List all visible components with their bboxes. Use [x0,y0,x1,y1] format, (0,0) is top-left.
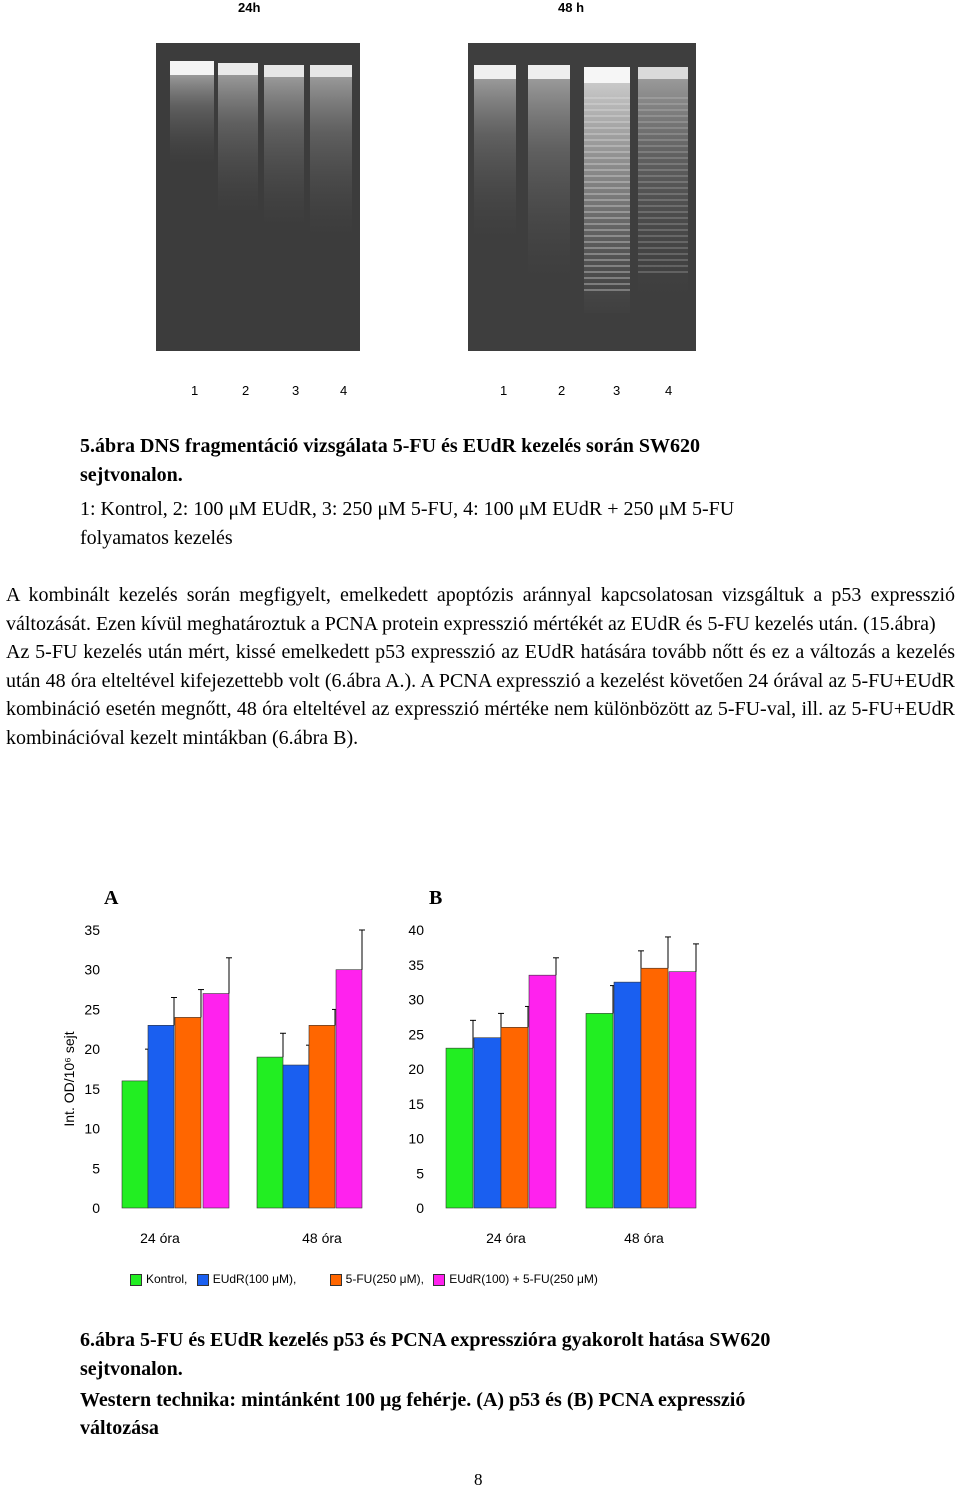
bar [203,994,229,1208]
x-category-label: 48 óra [624,1230,664,1246]
lane-number: 2 [558,383,566,398]
y-tick-label: 15 [408,1095,424,1112]
bar [257,1057,283,1208]
legend-item [197,1272,297,1286]
legend-item [130,1272,187,1286]
y-tick-label: 0 [416,1200,424,1216]
y-tick-label: 5 [92,1160,100,1177]
gel-header-48h: 48 h [558,0,585,15]
bar [309,1025,335,1208]
bar [122,1081,148,1208]
lane-number: 4 [340,383,348,398]
lane-number: 3 [292,383,300,398]
bar [283,1065,309,1208]
legend-item [330,1272,424,1286]
bar [586,1013,613,1208]
bar [669,972,696,1208]
figure5-legend-line1: 1: Kontrol, 2: 100 μM EUdR, 3: 250 μM 5-FU, 4: 100 μM EUdR + 250 μM 5-FU [80,498,735,520]
y-tick-label: 10 [408,1130,424,1147]
legend-label: Kontrol, [146,1272,188,1286]
legend-label: EUdR(100 μM), [212,1272,297,1286]
chart-b [408,887,699,1246]
bar [336,970,362,1208]
bar [148,1025,174,1208]
figure6-caption-line4: változása [80,1417,159,1439]
y-tick-label: 0 [92,1200,100,1216]
paragraph-1: A kombinált kezelés során megfigyelt, emelkedett apoptózis aránnyal kapcsolatosan vizsgáltuk a p53 expresszió változását. Ezen kívül meghatároztuk a PCNA protein expresszió mértékét az EUdR és 5-FU kezelés után. (15.ábra) [6,584,955,635]
chart-legend [130,1272,598,1286]
figure6-caption-line3: Western technika: mintánként 100 μg fehérje. (A) p53 és (B) PCNA expresszió [80,1389,746,1411]
y-tick-label: 30 [84,961,100,978]
y-tick-label: 20 [408,1061,424,1077]
paragraph-2: Az 5-FU kezelés után mért, kissé emelkedett p53 expresszió az EUdR hatására tovább nőtt és ez a változás a kezelés után 48 óra elteltével kifejezettebb volt (6.ábra A.). A PCNA expresszió a kezelést követően 24 órával az 5-FU+EUdR kombináció esetén megnőtt, 48 óra elteltével az expresszió mértéke nem különbözött az 5-FU-val, ill. az 5-FU+EUdR kombinációval kezelt mintákban (6.ábra B). [6,641,955,749]
y-tick-label: 5 [416,1165,424,1182]
y-tick-label: 10 [84,1120,100,1137]
legend-item [433,1272,598,1286]
legend-label: EUdR(100) + 5-FU(250 μM) [449,1272,598,1286]
x-category-label: 48 óra [302,1230,342,1246]
y-tick-label: 15 [84,1080,100,1097]
page-number: 8 [474,1470,483,1489]
legend-label: 5-FU(250 μM), [345,1272,424,1286]
figure6-caption-line2: sejtvonalon. [80,1358,183,1380]
bar [474,1038,501,1208]
bar [501,1027,528,1208]
legend-swatch [330,1274,342,1286]
legend-swatch [197,1274,209,1286]
y-tick-label: 20 [84,1041,100,1058]
bar-charts [0,870,960,1310]
bar [641,968,668,1208]
y-tick-label: 25 [84,1001,100,1018]
bar [175,1017,201,1208]
lane-number: 1 [191,383,199,398]
legend-swatch [130,1274,142,1286]
figure5-legend-line2: folyamatos kezelés [80,527,233,549]
y-axis-label: Int. OD/10⁶ sejt [61,1031,77,1127]
y-tick-label: 40 [408,922,424,938]
dna-gel-image [156,43,720,351]
chart-title: A [104,887,119,909]
x-category-label: 24 óra [486,1230,526,1246]
lane-number: 2 [242,383,250,398]
y-tick-label: 35 [84,922,100,938]
gel-header-24h: 24h [238,0,261,15]
y-tick-label: 30 [408,991,424,1008]
figure6-caption-line1: 6.ábra 5-FU és EUdR kezelés p53 és PCNA expresszióra gyakorolt hatása SW620 [80,1329,771,1351]
lane-number: 3 [613,383,621,398]
lane-number: 4 [665,383,673,398]
chart-title: B [429,887,443,909]
figure5-caption-line1: 5.ábra DNS fragmentáció vizsgálata 5-FU és EUdR kezelés során SW620 [80,435,700,457]
figure5-caption-line2: sejtvonalon. [80,464,183,486]
lane-number: 1 [500,383,508,398]
y-tick-label: 25 [408,1026,424,1043]
legend-swatch [433,1274,445,1286]
y-tick-label: 35 [408,956,424,973]
bar [614,982,641,1208]
x-category-label: 24 óra [140,1230,180,1246]
bar [529,975,556,1208]
bar [446,1048,473,1208]
chart-a [61,887,365,1246]
body-text [6,581,955,752]
